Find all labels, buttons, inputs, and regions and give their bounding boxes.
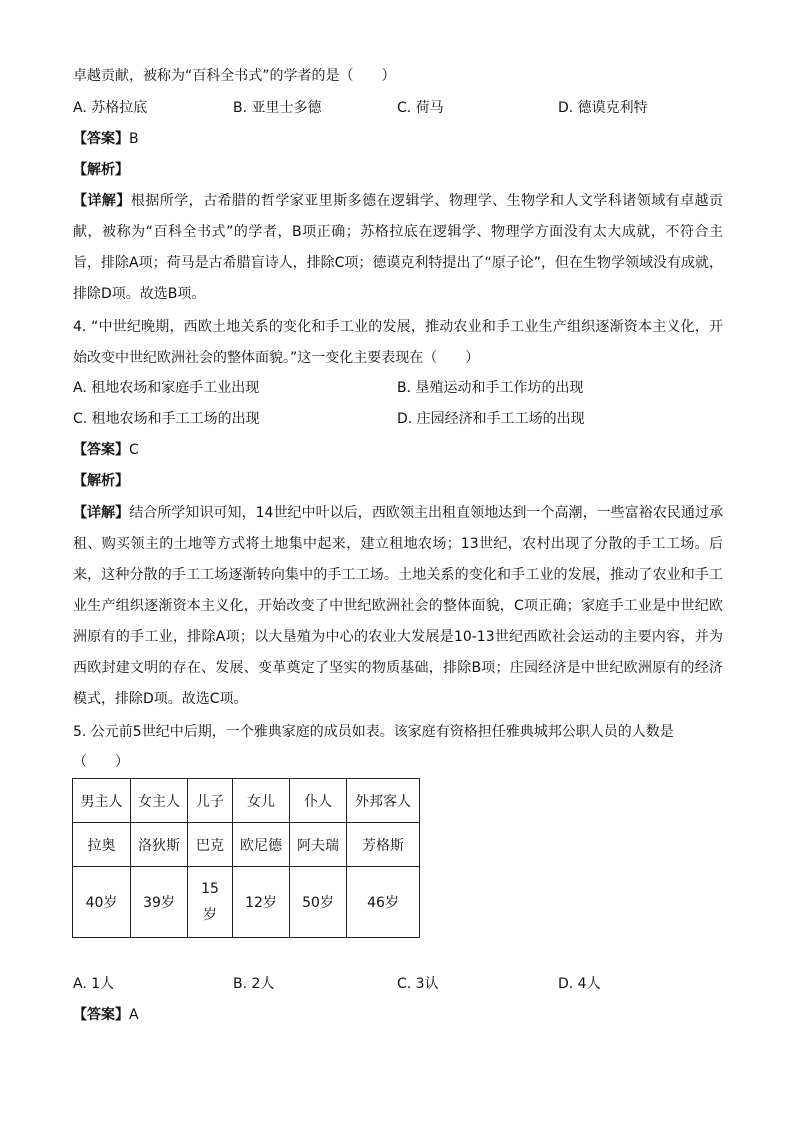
son-age-unit: 岁 — [202, 907, 217, 923]
table-cell: 46岁 — [347, 867, 420, 938]
family-members-table — [72, 778, 420, 938]
q3-option-a: A. 苏格拉底 — [73, 100, 148, 116]
table-row-names — [73, 823, 420, 867]
q3-analysis-label: 【解析】 — [73, 162, 129, 178]
q5-option-c: C. 3认 — [397, 976, 439, 992]
q4-option-d: D. 庄园经济和手工工场的出现 — [397, 411, 585, 427]
table-cell: 男主人 — [73, 779, 131, 823]
q3-option-d: D. 德谟克利特 — [558, 100, 648, 116]
answer-value: B — [129, 131, 139, 147]
table-row-roles — [73, 779, 420, 823]
q4-option-b: B. 垦殖运动和手工作坊的出现 — [397, 380, 584, 396]
q5-stem-paren: （ ） — [73, 754, 129, 770]
son-age-number: 15 — [201, 881, 219, 897]
table-cell: 女主人 — [131, 779, 188, 823]
q5-option-d: D. 4人 — [558, 976, 601, 992]
q3-stem: 卓越贡献，被称为“百科全书式”的学者的是（ ） — [73, 68, 396, 84]
detail-text: 根据所学，古希腊的哲学家亚里斯多德在逻辑学、物理学、生物学和人文学科诸领域有卓越贡献，被称为“百科全书式”的学者，B项正确；苏格拉底在逻辑学、物理学方面没有太大成就，不符合主旨，排除A项；荷马是古希腊盲诗人，排除C项；德谟克利特提出了“原子论”，但在生物学领域没有成就，排除D项。故选B项。 — [73, 193, 724, 302]
table-row-ages — [73, 867, 420, 938]
q3-option-c: C. 荷马 — [397, 100, 444, 116]
table-cell: 12岁 — [233, 867, 290, 938]
q3-option-b: B. 亚里士多德 — [233, 100, 322, 116]
q3-detail — [73, 186, 723, 310]
answer-value: C — [129, 442, 139, 458]
detail-label: 【详解】 — [73, 193, 131, 209]
table-cell: 芳格斯 — [347, 823, 420, 867]
answer-label: 【答案】 — [73, 442, 129, 458]
q4-option-c: C. 租地农场和手工工场的出现 — [73, 411, 260, 427]
table-cell: 洛狄斯 — [131, 823, 188, 867]
table-cell: 儿子 — [188, 779, 233, 823]
q5-option-b: B. 2人 — [233, 976, 275, 992]
q3-answer — [73, 129, 139, 149]
answer-label: 【答案】 — [73, 1007, 129, 1023]
q5-stem: 5. 公元前5世纪中后期，一个雅典家庭的成员如表。该家庭有资格担任雅典城邦公职人员的人数是 — [73, 724, 674, 740]
table-cell: 欧尼德 — [233, 823, 290, 867]
table-cell: 39岁 — [131, 867, 188, 938]
q5-option-a: A. 1人 — [73, 976, 115, 992]
detail-label: 【详解】 — [73, 505, 130, 521]
q4-answer — [73, 440, 139, 460]
table-cell: 拉奥 — [73, 823, 131, 867]
answer-label: 【答案】 — [73, 131, 129, 147]
q4-option-a: A. 租地农场和家庭手工业出现 — [73, 380, 260, 396]
table-cell: 女儿 — [233, 779, 290, 823]
table-cell: 巴克 — [188, 823, 233, 867]
table-cell: 50岁 — [290, 867, 347, 938]
answer-value: A — [129, 1007, 139, 1023]
table-cell — [188, 867, 233, 938]
table-cell: 外邦客人 — [347, 779, 420, 823]
table-cell: 仆人 — [290, 779, 347, 823]
table-cell: 阿夫瑞 — [290, 823, 347, 867]
q4-detail — [73, 498, 723, 715]
q5-answer — [73, 1005, 139, 1025]
detail-text: 结合所学知识可知，14世纪中叶以后，西欧领主出租直领地达到一个高潮，一些富裕农民通过承租、购买领主的土地等方式将土地集中起来，建立租地农场；13世纪，农村出现了分散的手工工场。后来，这种分散的手工工场逐渐转向集中的手工工场。土地关系的变化和手工业的发展，推动了农业和手工业生产组织逐渐资本主义化，开始改变了中世纪欧洲社会的整体面貌，C项正确；家庭手工业是中世纪欧洲原有的手工业，排除A项；以大垦殖为中心的农业大发展是10-13世纪西欧社会运动的主要内容，并为西欧封建文明的存在、发展、变革奠定了坚实的物质基础，排除B项；庄园经济是中世纪欧洲原有的经济模式，排除D项。故选C项。 — [73, 505, 724, 707]
q4-stem: 4. “中世纪晚期，西欧土地关系的变化和手工业的发展，推动农业和手工业生产组织逐渐资本主义化，开始改变中世纪欧洲社会的整体面貌。”这一变化主要表现在（ ） — [73, 319, 723, 366]
q4-analysis-label: 【解析】 — [73, 473, 129, 489]
table-cell: 40岁 — [73, 867, 131, 938]
